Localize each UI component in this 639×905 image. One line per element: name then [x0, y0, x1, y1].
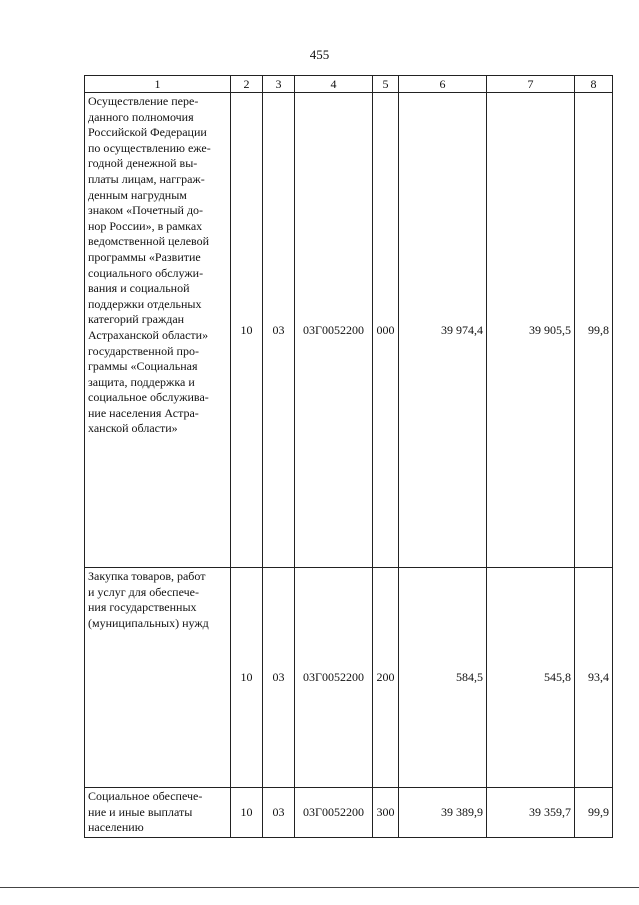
executed-amount: 39 359,7 — [487, 788, 575, 838]
table-row — [85, 788, 613, 838]
column-header-8: 8 — [575, 76, 613, 93]
execution-percent: 93,4 — [575, 568, 613, 788]
expense-type-code: 200 — [373, 568, 399, 788]
subsection-code: 03 — [263, 788, 295, 838]
row-description: Социальное обеспече- ние и иные выплаты населению — [85, 788, 231, 838]
column-header-7: 7 — [487, 76, 575, 93]
subsection-code: 03 — [263, 93, 295, 568]
column-header-5: 5 — [373, 76, 399, 93]
row-description: Закупка товаров, работ и услуг для обеспече- ния государственных (муниципальных) нужд — [85, 568, 231, 788]
expense-type-code: 300 — [373, 788, 399, 838]
row-description: Осуществление пере- данного полномочия Российской Федерации по осуществлению еже- годной денежной вы- платы лицам, нагграж- денным нагрудным знаком «Почетный до- нор России», в рамках ведомственной целевой программы «Развитие социального обслужи- вания и социальной поддержки отдельных категорий граждан Астраханской области» государственной про- граммы «Социальная защита, поддержка и социальное обслужива- ние населения Астра- ханской области» — [85, 93, 231, 568]
execution-percent: 99,8 — [575, 93, 613, 568]
column-header-2: 2 — [231, 76, 263, 93]
section-code: 10 — [231, 568, 263, 788]
column-header-4: 4 — [295, 76, 373, 93]
execution-percent: 99,9 — [575, 788, 613, 838]
target-article-code: 03Г0052200 — [295, 788, 373, 838]
target-article-code: 03Г0052200 — [295, 568, 373, 788]
target-article-code: 03Г0052200 — [295, 93, 373, 568]
executed-amount: 39 905,5 — [487, 93, 575, 568]
section-code: 10 — [231, 788, 263, 838]
column-header-1: 1 — [85, 76, 231, 93]
subsection-code: 03 — [263, 568, 295, 788]
budget-table — [84, 75, 613, 838]
table-row — [85, 93, 613, 568]
page-bottom-divider — [0, 887, 639, 888]
page-number: 455 — [309, 47, 330, 62]
planned-amount: 39 974,4 — [399, 93, 487, 568]
section-code: 10 — [231, 93, 263, 568]
column-header-3: 3 — [263, 76, 295, 93]
table-row — [85, 568, 613, 788]
planned-amount: 584,5 — [399, 568, 487, 788]
executed-amount: 545,8 — [487, 568, 575, 788]
expense-type-code: 000 — [373, 93, 399, 568]
table-header-row — [85, 76, 613, 93]
column-header-6: 6 — [399, 76, 487, 93]
planned-amount: 39 389,9 — [399, 788, 487, 838]
